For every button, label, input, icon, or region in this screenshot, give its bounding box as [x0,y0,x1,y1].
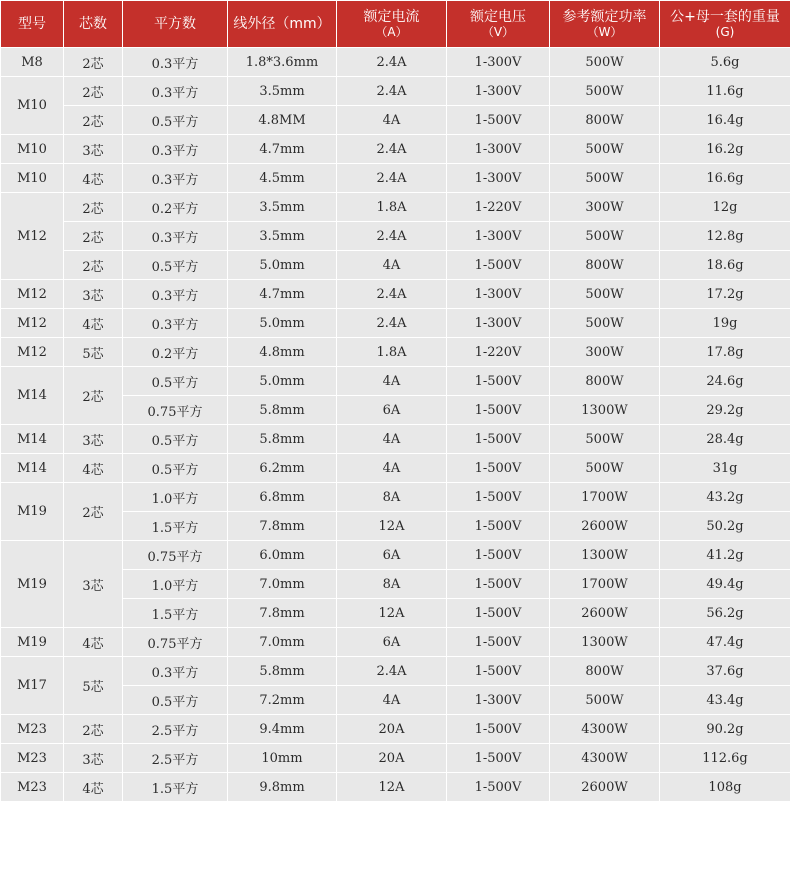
cell-weight: 112.6g [660,744,790,773]
cell-model: M23 [1,773,64,802]
cell-area: 0.75平方 [123,396,228,425]
cell-current: 8A [337,483,447,512]
cell-cores: 2芯 [64,193,123,222]
cell-cores: 3芯 [64,135,123,164]
cell-area: 0.75平方 [123,628,228,657]
cell-power: 4300W [550,744,660,773]
cell-cores: 4芯 [64,628,123,657]
cell-current: 20A [337,744,447,773]
cell-area: 0.5平方 [123,454,228,483]
cell-area: 0.5平方 [123,367,228,396]
cell-od: 9.4mm [228,715,337,744]
cell-current: 12A [337,773,447,802]
header-model: 型号 [1,1,64,48]
table-row [1,77,790,106]
cell-voltage: 1-500V [447,106,550,135]
table-row [1,106,790,135]
table-row [1,251,790,280]
cell-weight: 16.2g [660,135,790,164]
cell-area: 1.5平方 [123,599,228,628]
cell-voltage: 1-300V [447,686,550,715]
cell-current: 4A [337,425,447,454]
cell-power: 500W [550,309,660,338]
cell-cores: 5芯 [64,657,123,715]
cell-power: 500W [550,454,660,483]
cell-cores: 4芯 [64,773,123,802]
cell-voltage: 1-500V [447,715,550,744]
cell-current: 2.4A [337,657,447,686]
cell-od: 4.5mm [228,164,337,193]
cell-od: 4.7mm [228,135,337,164]
cell-model: M12 [1,338,64,367]
cell-area: 0.3平方 [123,48,228,77]
cell-current: 2.4A [337,164,447,193]
cell-cores: 2芯 [64,483,123,541]
cell-voltage: 1-220V [447,193,550,222]
cell-cores: 2芯 [64,48,123,77]
table-row [1,48,790,77]
cell-model: M14 [1,367,64,425]
cell-od: 7.0mm [228,570,337,599]
cell-weight: 16.6g [660,164,790,193]
cell-voltage: 1-500V [447,541,550,570]
cell-weight: 5.6g [660,48,790,77]
cell-weight: 12g [660,193,790,222]
cell-current: 2.4A [337,135,447,164]
table-row [1,541,790,570]
cell-weight: 50.2g [660,512,790,541]
cell-voltage: 1-500V [447,396,550,425]
cell-power: 500W [550,164,660,193]
cell-weight: 17.2g [660,280,790,309]
cell-weight: 56.2g [660,599,790,628]
cell-voltage: 1-500V [447,251,550,280]
cell-od: 3.5mm [228,193,337,222]
table-row [1,193,790,222]
cell-voltage: 1-300V [447,222,550,251]
cell-od: 9.8mm [228,773,337,802]
cell-model: M19 [1,541,64,628]
cell-od: 7.8mm [228,599,337,628]
cell-area: 1.5平方 [123,773,228,802]
cell-voltage: 1-300V [447,164,550,193]
cell-area: 1.5平方 [123,512,228,541]
cell-power: 800W [550,106,660,135]
cell-voltage: 1-300V [447,135,550,164]
cell-area: 0.3平方 [123,77,228,106]
table-row [1,425,790,454]
cell-current: 4A [337,454,447,483]
cell-od: 5.0mm [228,251,337,280]
cell-current: 6A [337,541,447,570]
cell-area: 0.75平方 [123,541,228,570]
cell-od: 5.8mm [228,396,337,425]
cell-current: 2.4A [337,309,447,338]
header-rated-current: 额定电流 （A） [337,1,447,48]
cell-power: 500W [550,686,660,715]
cell-cores: 2芯 [64,715,123,744]
cell-weight: 90.2g [660,715,790,744]
cell-current: 4A [337,106,447,135]
cell-weight: 49.4g [660,570,790,599]
cell-weight: 29.2g [660,396,790,425]
cell-voltage: 1-220V [447,338,550,367]
cell-current: 6A [337,628,447,657]
cell-weight: 12.8g [660,222,790,251]
table-row [1,309,790,338]
cell-weight: 16.4g [660,106,790,135]
cell-current: 12A [337,512,447,541]
cell-power: 500W [550,425,660,454]
cell-current: 8A [337,570,447,599]
cell-model: M14 [1,425,64,454]
cell-cores: 2芯 [64,77,123,106]
cell-area: 1.0平方 [123,483,228,512]
cell-voltage: 1-300V [447,280,550,309]
table-row [1,657,790,686]
cell-power: 500W [550,77,660,106]
table-row [1,367,790,396]
cell-area: 0.3平方 [123,280,228,309]
cell-weight: 28.4g [660,425,790,454]
cell-current: 2.4A [337,222,447,251]
cell-current: 2.4A [337,77,447,106]
table-row [1,773,790,802]
cell-area: 0.5平方 [123,251,228,280]
cell-power: 800W [550,251,660,280]
cell-model: M19 [1,483,64,541]
cell-area: 0.2平方 [123,338,228,367]
cell-voltage: 1-500V [447,454,550,483]
cell-cores: 2芯 [64,251,123,280]
cell-area: 0.3平方 [123,135,228,164]
cell-area: 0.5平方 [123,106,228,135]
cell-weight: 11.6g [660,77,790,106]
cell-od: 5.0mm [228,309,337,338]
cell-area: 0.5平方 [123,425,228,454]
cell-current: 20A [337,715,447,744]
cell-voltage: 1-500V [447,657,550,686]
cell-power: 1700W [550,570,660,599]
cell-cores: 3芯 [64,280,123,309]
cell-power: 1300W [550,541,660,570]
cell-voltage: 1-300V [447,48,550,77]
cell-voltage: 1-500V [447,483,550,512]
cell-power: 4300W [550,715,660,744]
cell-model: M23 [1,744,64,773]
header-weight: 公+母一套的重量 (G) [660,1,790,48]
cell-od: 3.5mm [228,77,337,106]
cell-model: M12 [1,193,64,280]
table-row [1,222,790,251]
cell-area: 1.0平方 [123,570,228,599]
cell-power: 1700W [550,483,660,512]
cell-cores: 5芯 [64,338,123,367]
cell-model: M19 [1,628,64,657]
cell-weight: 24.6g [660,367,790,396]
cell-od: 6.8mm [228,483,337,512]
cell-od: 4.7mm [228,280,337,309]
cell-od: 7.8mm [228,512,337,541]
table-row [1,338,790,367]
cell-voltage: 1-500V [447,512,550,541]
cell-voltage: 1-500V [447,367,550,396]
cell-od: 10mm [228,744,337,773]
cell-current: 2.4A [337,48,447,77]
table-row [1,280,790,309]
table-row [1,135,790,164]
table-row [1,454,790,483]
cell-od: 7.2mm [228,686,337,715]
cell-power: 800W [550,367,660,396]
cell-cores: 4芯 [64,309,123,338]
cell-current: 4A [337,686,447,715]
cell-voltage: 1-300V [447,77,550,106]
cell-model: M8 [1,48,64,77]
cell-od: 4.8MM [228,106,337,135]
cell-power: 2600W [550,599,660,628]
cell-od: 7.0mm [228,628,337,657]
cell-weight: 18.6g [660,251,790,280]
cell-power: 1300W [550,628,660,657]
cell-weight: 31g [660,454,790,483]
cell-weight: 37.6g [660,657,790,686]
cell-weight: 43.4g [660,686,790,715]
cell-area: 2.5平方 [123,715,228,744]
cell-model: M10 [1,77,64,135]
cell-od: 1.8*3.6mm [228,48,337,77]
cell-weight: 19g [660,309,790,338]
cell-current: 6A [337,396,447,425]
cell-model: M17 [1,657,64,715]
table-row [1,744,790,773]
table-row [1,715,790,744]
cell-cores: 4芯 [64,454,123,483]
header-rated-power: 参考额定功率 （W） [550,1,660,48]
cell-weight: 47.4g [660,628,790,657]
cell-current: 4A [337,251,447,280]
cell-power: 500W [550,280,660,309]
cell-power: 2600W [550,773,660,802]
cell-voltage: 1-500V [447,628,550,657]
cell-weight: 41.2g [660,541,790,570]
table-row [1,483,790,512]
cell-area: 0.5平方 [123,686,228,715]
cell-od: 6.2mm [228,454,337,483]
cell-model: M10 [1,135,64,164]
table-row [1,628,790,657]
cell-model: M14 [1,454,64,483]
cell-current: 12A [337,599,447,628]
cell-current: 1.8A [337,193,447,222]
cell-power: 1300W [550,396,660,425]
cell-current: 1.8A [337,338,447,367]
cell-area: 0.2平方 [123,193,228,222]
cell-voltage: 1-500V [447,744,550,773]
cell-cores: 2芯 [64,367,123,425]
cell-cores: 3芯 [64,425,123,454]
cell-area: 0.3平方 [123,164,228,193]
cell-od: 5.8mm [228,657,337,686]
cell-od: 5.0mm [228,367,337,396]
cell-power: 500W [550,222,660,251]
cell-power: 300W [550,338,660,367]
cell-weight: 108g [660,773,790,802]
header-row [1,1,790,48]
cell-cores: 4芯 [64,164,123,193]
cell-current: 2.4A [337,280,447,309]
cell-voltage: 1-300V [447,309,550,338]
cell-voltage: 1-500V [447,599,550,628]
cell-area: 0.3平方 [123,309,228,338]
cell-od: 5.8mm [228,425,337,454]
cell-voltage: 1-500V [447,570,550,599]
cell-area: 0.3平方 [123,222,228,251]
cell-model: M12 [1,280,64,309]
cell-power: 2600W [550,512,660,541]
header-cores: 芯数 [64,1,123,48]
cell-voltage: 1-500V [447,773,550,802]
cell-cores: 2芯 [64,106,123,135]
cell-area: 2.5平方 [123,744,228,773]
cell-model: M23 [1,715,64,744]
cell-weight: 43.2g [660,483,790,512]
cell-power: 300W [550,193,660,222]
cell-od: 6.0mm [228,541,337,570]
header-area: 平方数 [123,1,228,48]
header-rated-voltage: 额定电压 （V） [447,1,550,48]
header-outer-diameter: 线外径（mm） [228,1,337,48]
cell-cores: 3芯 [64,541,123,628]
cell-cores: 2芯 [64,222,123,251]
cell-cores: 3芯 [64,744,123,773]
cell-area: 0.3平方 [123,657,228,686]
cell-weight: 17.8g [660,338,790,367]
cell-current: 4A [337,367,447,396]
cell-model: M10 [1,164,64,193]
cell-model: M12 [1,309,64,338]
cell-voltage: 1-500V [447,425,550,454]
cell-power: 500W [550,48,660,77]
cell-power: 500W [550,135,660,164]
cell-od: 4.8mm [228,338,337,367]
cell-od: 3.5mm [228,222,337,251]
cell-power: 800W [550,657,660,686]
table-row [1,164,790,193]
